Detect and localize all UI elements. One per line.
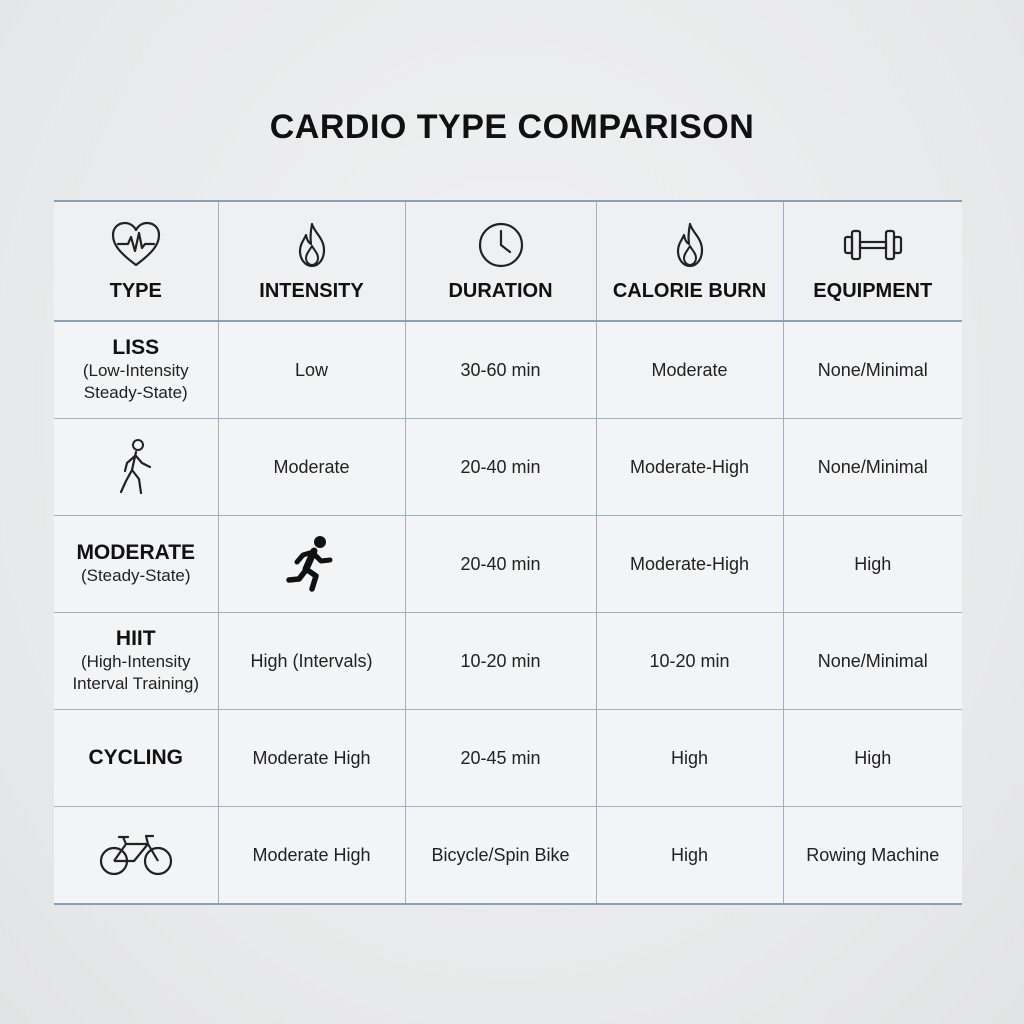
cell-duration: 10-20 min [405, 613, 596, 710]
comparison-table [54, 200, 962, 905]
table-row [54, 613, 962, 710]
cell-calorie-burn: High [596, 807, 783, 905]
cell-intensity: Moderate High [218, 710, 405, 807]
header-type [54, 201, 218, 321]
cell-type [54, 321, 218, 419]
type-name: LISS [112, 336, 160, 359]
header-calorie-burn [596, 201, 783, 321]
cell-type [54, 419, 218, 516]
cell-duration: 20-45 min [405, 710, 596, 807]
running-person-icon [284, 534, 340, 594]
cell-type [54, 807, 218, 905]
bicycle-icon [98, 832, 174, 878]
cell-calorie-burn: High [596, 710, 783, 807]
flame-icon [670, 220, 710, 270]
header-duration-label: DURATION [448, 279, 553, 302]
cell-intensity: Moderate High [218, 807, 405, 905]
cell-equipment: High [783, 710, 962, 807]
header-duration [405, 201, 596, 321]
cell-calorie-burn: 10-20 min [596, 613, 783, 710]
type-sub: (Steady-State) [80, 566, 191, 585]
cell-equipment: None/Minimal [783, 419, 962, 516]
type-sub: Steady-State) [83, 383, 188, 402]
cell-type [54, 613, 218, 710]
cell-equipment: High [783, 516, 962, 613]
cell-intensity: High (Intervals) [218, 613, 405, 710]
type-sub: (Low-Intensity [82, 361, 189, 380]
table-row [54, 516, 962, 613]
cell-intensity [218, 516, 405, 613]
table-row [54, 710, 962, 807]
cell-equipment: None/Minimal [783, 613, 962, 710]
type-sub: (High-Intensity [80, 652, 191, 671]
page-title: CARDIO TYPE COMPARISON [269, 108, 755, 146]
cell-type [54, 710, 218, 807]
cell-calorie-burn: Moderate [596, 321, 783, 419]
header-intensity-label: INTENSITY [259, 279, 364, 302]
table-row [54, 807, 962, 905]
header-calorie-burn-label: CALORIE BURN [612, 279, 767, 302]
cell-calorie-burn: Moderate-High [596, 419, 783, 516]
walking-person-icon [116, 437, 156, 497]
cell-intensity: Moderate [218, 419, 405, 516]
cell-duration: 20-40 min [405, 419, 596, 516]
flame-icon [292, 220, 332, 270]
type-name: MODERATE [76, 541, 196, 564]
cell-duration: Bicycle/Spin Bike [405, 807, 596, 905]
cell-duration: 30-60 min [405, 321, 596, 419]
header-equipment-label: EQUIPMENT [813, 279, 933, 302]
cell-duration: 20-40 min [405, 516, 596, 613]
header-type-label: TYPE [109, 279, 162, 302]
table-row [54, 321, 962, 419]
clock-icon [476, 220, 526, 270]
cell-intensity: Low [218, 321, 405, 419]
header-intensity [218, 201, 405, 321]
table-header-row [54, 201, 962, 321]
cell-equipment: Rowing Machine [783, 807, 962, 905]
header-equipment [783, 201, 962, 321]
type-sub: Interval Training) [72, 674, 200, 693]
heart-pulse-icon [110, 220, 162, 270]
type-name: HIIT [115, 627, 156, 650]
type-name: CYCLING [88, 746, 183, 769]
cell-calorie-burn: Moderate-High [596, 516, 783, 613]
table-row [54, 419, 962, 516]
dumbbell-icon [841, 220, 905, 270]
cell-equipment: None/Minimal [783, 321, 962, 419]
cell-type [54, 516, 218, 613]
